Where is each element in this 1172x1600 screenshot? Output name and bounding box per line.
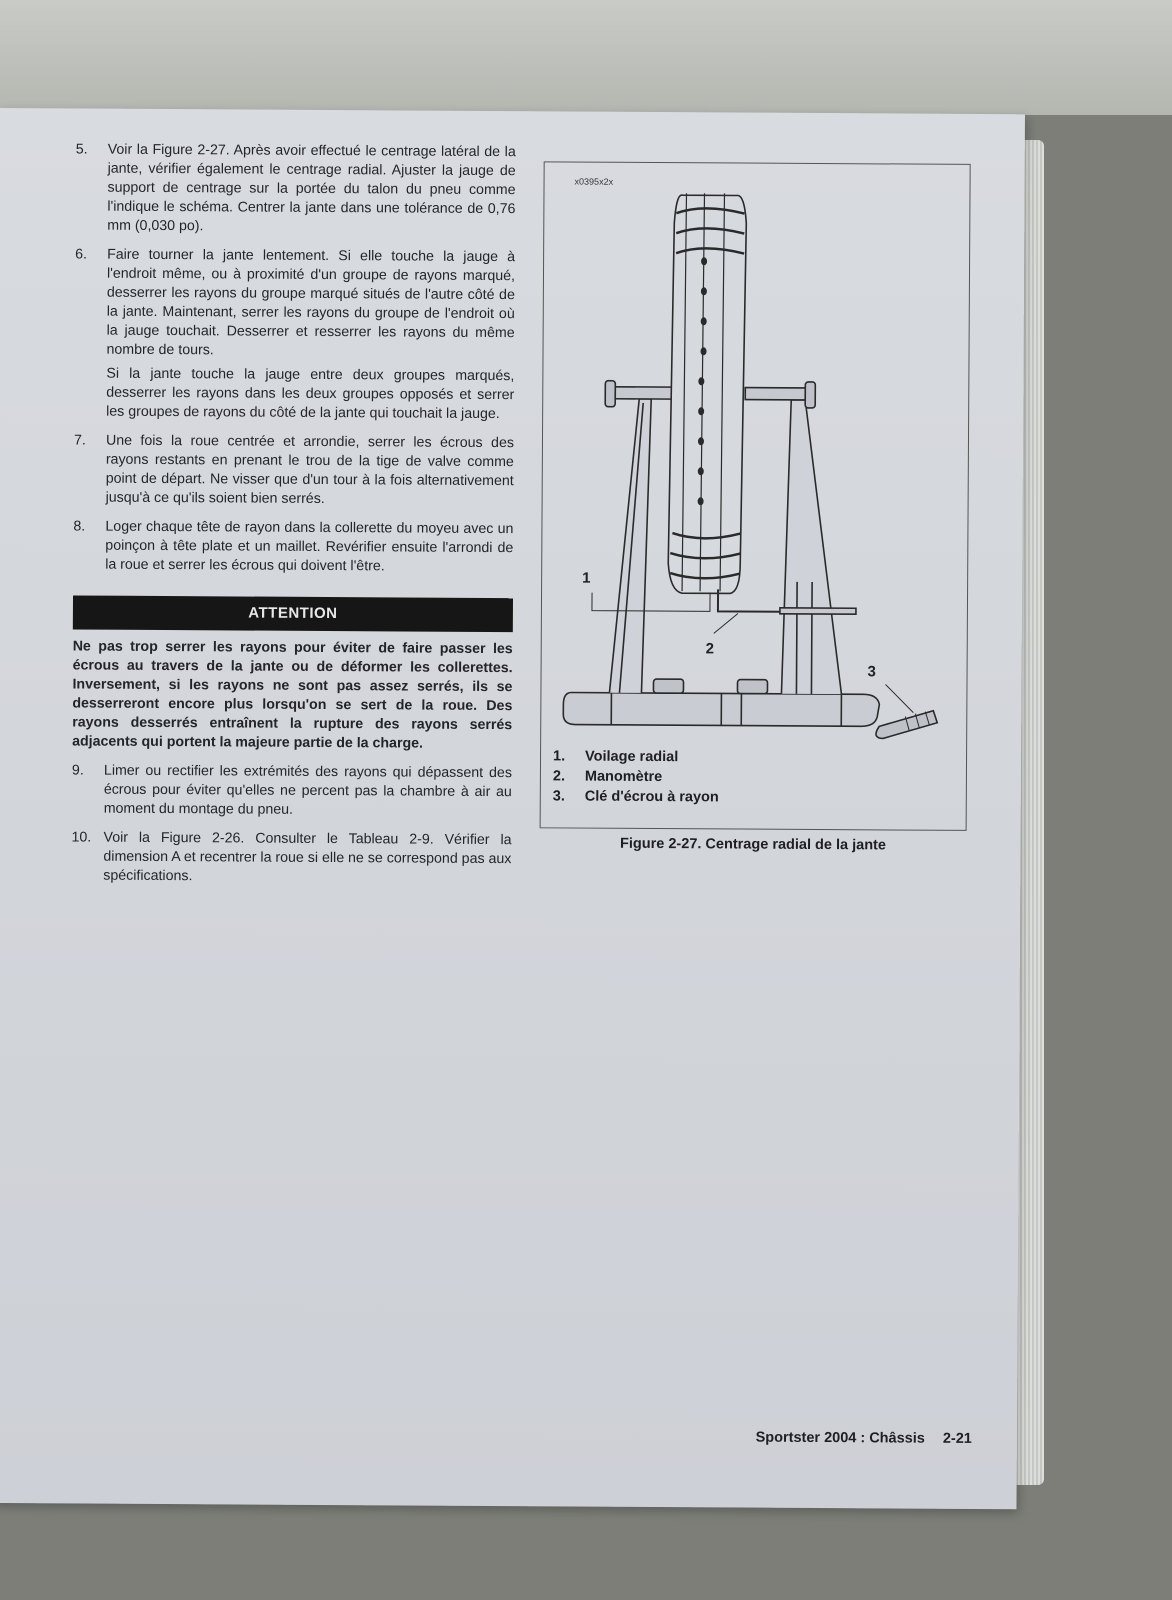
legend-num: 3. <box>552 788 565 805</box>
spoke-wrench <box>876 710 937 738</box>
callout-2: 2 <box>705 640 715 658</box>
legend-label: Voilage radial <box>585 748 679 766</box>
figure-2-27-box <box>540 161 971 831</box>
step-paragraph: Limer ou rectifier les extrémités des rayons qui dépassent des écrous pour éviter qu'elles ne percent pas la chambre à air au moment du montage du pneu. <box>103 762 512 818</box>
legend-label: Manomètre <box>584 768 663 786</box>
legend-item <box>553 786 719 807</box>
figure-legend <box>553 746 719 807</box>
steps-list-bottom <box>71 761 512 893</box>
footer-title: Sportster 2004 : Châssis <box>755 1429 925 1447</box>
legend-num: 2. <box>552 768 566 785</box>
legend-item <box>553 746 719 767</box>
step-paragraph: Faire tourner la jante lentement. Si elle touche la jauge à l'endroit même, ou à proximité d'un groupe de rayons marqué, desserrer les rayons du groupe marqué situés de l'autre côté de la jante. Maintenant, serrer les rayons du groupe de l'endroit où la jauge touchait. Desserrer et resserrer les rayons du même nombre de tours. <box>106 246 516 359</box>
page-footer <box>672 1429 972 1447</box>
step-item <box>74 431 514 515</box>
step-number: 9. <box>71 762 84 779</box>
step-paragraph: Si la jante touche la jauge entre deux groupes marqués, desserrer les rayons dans les deux groupes opposés et serrer les groupes de rayons du côté de la jante qui touchait la jauge. <box>106 365 515 423</box>
background-wall <box>0 0 1172 115</box>
step-number: 7. <box>73 432 86 449</box>
steps-list-top <box>73 140 516 582</box>
step-item <box>74 245 515 429</box>
callout-3: 3 <box>867 663 876 681</box>
step-paragraph: Loger chaque tête de rayon dans la collerette du moyeu avec un poinçon à tête plate et un maillet. Revérifier ensuite l'arrondi de la roue et serrer les écrous qui doivent l'être. <box>105 518 514 575</box>
step-paragraph: Voir la Figure 2-26. Consulter le Tableau 2-9. Vérifier la dimension A et recentrer la roue si elle ne se correspond pas aux spécifications. <box>103 829 512 885</box>
footer-page-number: 2-21 <box>942 1430 972 1447</box>
step-number: 10. <box>71 829 92 846</box>
legend-item <box>553 766 719 787</box>
legend-num: 1. <box>553 748 566 765</box>
step-body <box>107 141 516 243</box>
step-number: 5. <box>75 141 88 158</box>
step-item <box>73 517 513 582</box>
step-item <box>71 828 511 893</box>
instructions-column <box>71 140 516 898</box>
step-body <box>105 518 513 582</box>
stand-left-upright <box>609 399 651 693</box>
figure-id: x0395x2x <box>574 176 614 187</box>
step-body <box>103 829 511 893</box>
step-number: 8. <box>73 518 86 535</box>
manual-page <box>0 108 1025 1509</box>
step-number: 6. <box>75 246 87 263</box>
step-paragraph: Une fois la roue centrée et arrondie, serrer les écrous des rayons restants en prenant le trou de la tige de valve comme point de départ. Ne visser que d'un tour à la fois alternativement jusqu'à ce qu'ils soient bien serrés. <box>105 432 515 507</box>
step-paragraph: Voir la Figure 2-27. Après avoir effectué le centrage latéral de la jante, vérifier également le centrage radial. Ajuster la jauge de support de centrage sur la portée du talon du pneu comme l'indique le schéma. Centrer la jante dans une tolérance de 0,76 mm (0,030 po). <box>107 141 516 235</box>
attention-banner: ATTENTION <box>73 595 513 632</box>
figure-caption: Figure 2-27. Centrage radial de la jante <box>619 835 887 854</box>
legend-label: Clé d'écrou à rayon <box>584 788 719 806</box>
step-body <box>104 762 512 826</box>
step-item <box>75 140 516 243</box>
step-item <box>72 761 512 826</box>
wheel-truing-stand-illustration <box>541 162 970 745</box>
step-body <box>106 432 514 515</box>
step-body <box>106 246 515 429</box>
attention-text: Ne pas trop serrer les rayons pour éviter de faire passer les écrous au travers de la jante ou de déformer les collerettes. Inversement, si les rayons ne sont pas assez serrés, ils se desserreront encore plus lorsqu'on se sert de la roue. Des rayons desserrés entraînent la rupture des rayons serrés adjacents qui portent la majeure partie de la charge. <box>72 638 513 752</box>
callout-1: 1 <box>582 569 591 587</box>
